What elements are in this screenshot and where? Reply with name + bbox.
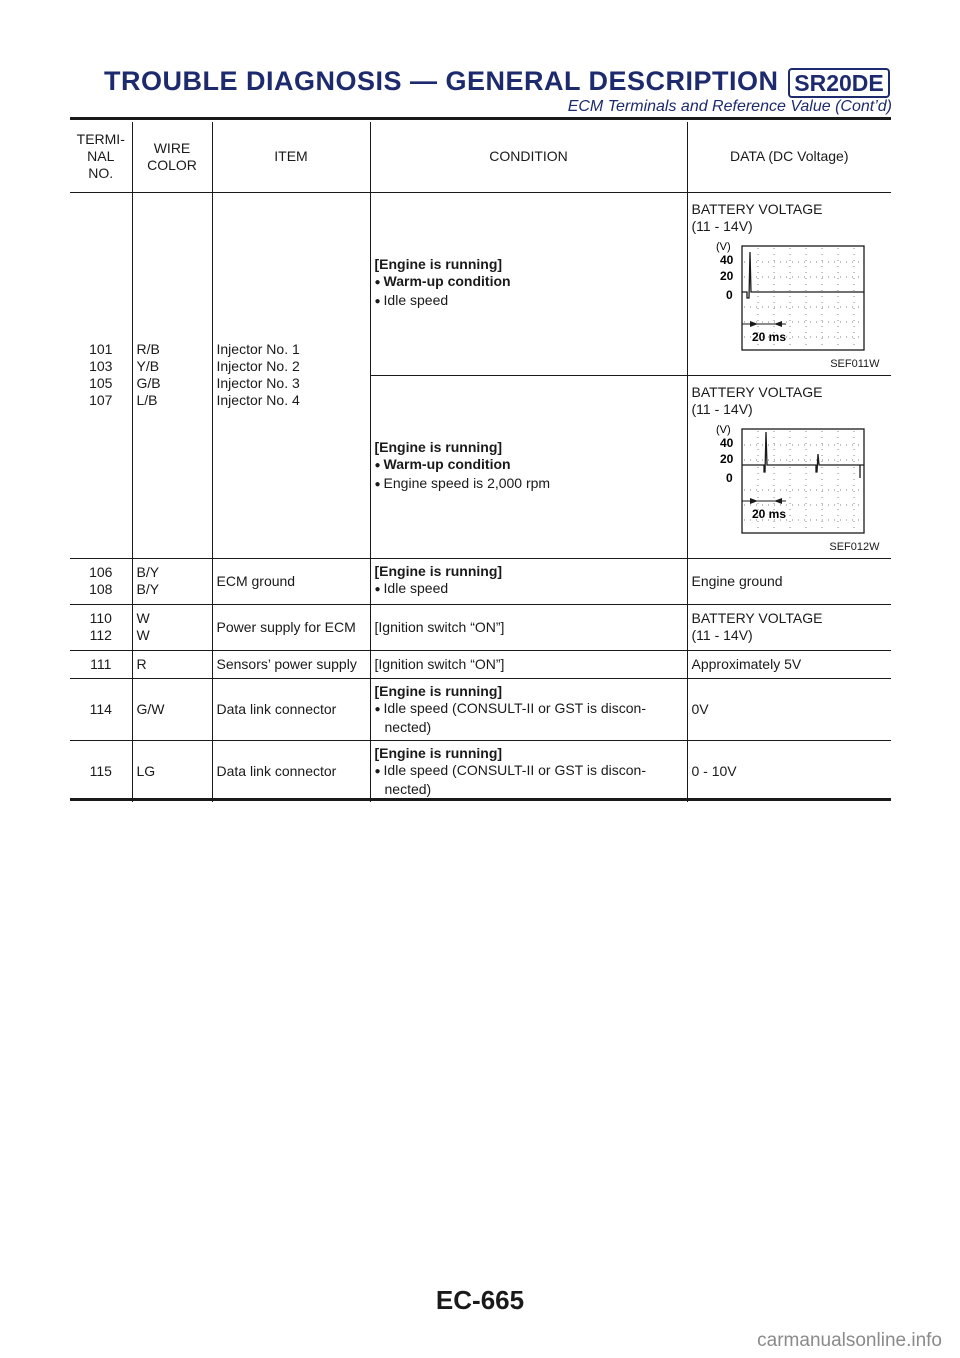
figure-id: SEF011W xyxy=(830,357,880,370)
condition-cell: [Engine is running] ● Warm-up condition ● Engine speed is 2,000 rpm xyxy=(370,375,687,558)
table-row xyxy=(70,650,891,678)
section-title: TROUBLE DIAGNOSIS — GENERAL DESCRIPTION xyxy=(104,66,779,96)
terminal-cell: 111 xyxy=(70,650,132,678)
waveform-graph xyxy=(692,235,882,375)
y-tick-label: 20 xyxy=(719,268,733,283)
data-cell: Engine ground xyxy=(687,558,891,604)
table-row xyxy=(70,192,891,375)
waveform-graph xyxy=(692,418,882,558)
y-tick-label: 40 xyxy=(719,252,733,267)
page-number: EC-665 xyxy=(435,1285,525,1315)
top-rule xyxy=(70,117,891,120)
wire-color-cell: R xyxy=(132,650,212,678)
terminal-cell: 101 103 105 107 xyxy=(70,192,132,558)
wire-color-cell: G/W xyxy=(132,678,212,740)
terminal-cell: 114 xyxy=(70,678,132,740)
condition-cell: [Engine is running] ● Idle speed xyxy=(370,558,687,604)
data-cell: BATTERY VOLTAGE (11 - 14V) xyxy=(687,604,891,650)
oscilloscope-figure xyxy=(692,418,882,558)
data-cell: Approximately 5V xyxy=(687,650,891,678)
terminal-cell: 115 xyxy=(70,740,132,802)
table-row xyxy=(70,604,891,650)
col-header-terminal: TERMI- NAL NO. xyxy=(70,122,132,192)
section-subtitle: ECM Terminals and Reference Value (Cont’d) xyxy=(567,98,892,115)
terminal-cell: 106 108 xyxy=(70,558,132,604)
data-cell: BATTERY VOLTAGE (11 - 14V) (V) 40 20 0 20 ms SEF011W xyxy=(687,192,891,375)
item-cell: Data link connector xyxy=(212,740,370,802)
table-row xyxy=(70,558,891,604)
y-unit-label: (V) xyxy=(715,240,731,253)
item-cell: ECM ground xyxy=(212,558,370,604)
condition-cell: [Ignition switch “ON”] xyxy=(370,604,687,650)
footer-watermark: carmanualsonline.info xyxy=(757,1330,942,1351)
table-header-row xyxy=(70,122,891,192)
time-scale-label: 20 ms xyxy=(751,506,786,521)
data-cell: 0V xyxy=(687,678,891,740)
condition-cell: [Ignition switch “ON”] xyxy=(370,650,687,678)
col-header-condition: CONDITION xyxy=(370,122,687,192)
y-tick-label: 0 xyxy=(725,287,733,302)
col-header-wire-color: WIRE COLOR xyxy=(132,122,212,192)
ecm-terminal-table xyxy=(70,122,891,802)
data-cell: BATTERY VOLTAGE (11 - 14V) (V) 40 20 0 20 ms SEF012W xyxy=(687,375,891,558)
y-unit-label: (V) xyxy=(715,423,731,436)
wire-color-cell: W W xyxy=(132,604,212,650)
table-row xyxy=(70,678,891,740)
y-tick-label: 20 xyxy=(719,451,733,466)
terminal-cell: 110 112 xyxy=(70,604,132,650)
y-tick-label: 40 xyxy=(719,435,733,450)
figure-id: SEF012W xyxy=(829,540,880,553)
col-header-item: ITEM xyxy=(212,122,370,192)
wire-color-cell: B/Y B/Y xyxy=(132,558,212,604)
item-cell: Injector No. 1 Injector No. 2 Injector No. 3 Injector No. 4 xyxy=(212,192,370,558)
item-cell: Sensors’ power supply xyxy=(212,650,370,678)
wire-color-cell: LG xyxy=(132,740,212,802)
data-cell: 0 - 10V xyxy=(687,740,891,802)
time-scale-label: 20 ms xyxy=(751,329,786,344)
oscilloscope-figure xyxy=(692,235,882,375)
condition-cell: [Engine is running] ● Idle speed (CONSULT-II or GST is discon- nected) xyxy=(370,678,687,740)
table-row xyxy=(70,740,891,802)
y-tick-label: 0 xyxy=(725,470,733,485)
item-cell: Data link connector xyxy=(212,678,370,740)
condition-cell: [Engine is running] ● Warm-up condition ● Idle speed xyxy=(370,192,687,375)
condition-cell: [Engine is running] ● Idle speed (CONSULT-II or GST is discon- nected) xyxy=(370,740,687,802)
engine-model-badge: SR20DE xyxy=(788,68,890,98)
col-header-data: DATA (DC Voltage) xyxy=(687,122,891,192)
item-cell: Power supply for ECM xyxy=(212,604,370,650)
wire-color-cell: R/B Y/B G/B L/B xyxy=(132,192,212,558)
